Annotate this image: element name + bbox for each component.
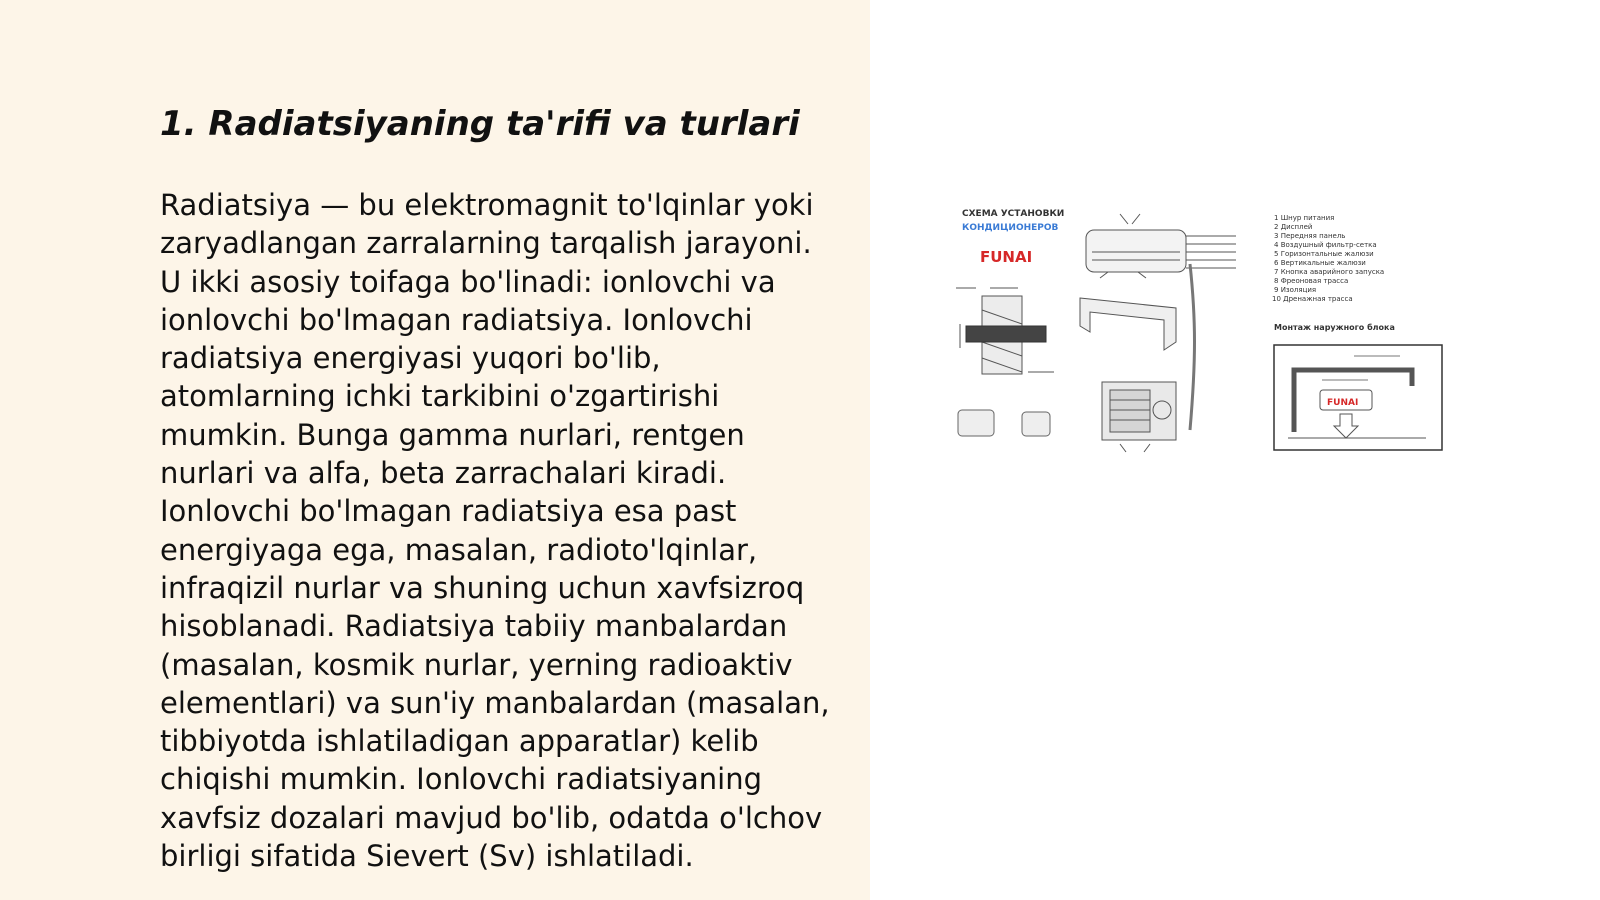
- legend-item-3: 3 Передняя панель: [1274, 232, 1346, 240]
- legend-item-7: 7 Кнопка аварийного запуска: [1274, 268, 1385, 276]
- legend-item-4: 4 Воздушный фильтр-сетка: [1274, 241, 1377, 249]
- outdoor-unit-drawing: [1102, 382, 1176, 452]
- parts-legend: [1272, 214, 1384, 303]
- diagram-svg: [950, 200, 1450, 470]
- outdoor-install-scheme: [1274, 345, 1442, 450]
- slide-body-text: Radiatsiya — bu elektromagnit to'lqinlar yoki zaryadlangan zarralarning tarqalish jarayoni. U ikki asosiy toifaga bo'linadi: ionlovchi va ionlovchi bo'lmagan radiatsiya. Ionlovchi radiatsiya energiyasi yuqori bo'lib, atomlarning ichki tarkibini o'zgartirishi mumkin. Bunga gamma nurlari, rentgen nurlari va alfa, beta zarrachalari kiradi. Ionlovchi bo'lmagan radiatsiya esa past energiyaga ega, masalan, radioto'lqinlar, infraqizil nurlar va shuning uchun xavfsizroq hisoblanadi. Radiatsiya tabiiy manbalardan (masalan, kosmik nurlar, yerning radioaktiv elementlari) va sun'iy manbalardan (masalan, tibbiyotda ishlatiladigan apparatlar) kelib chiqishi mumkin. Ionlovchi radiatsiyaning xavfsiz dozalari mavjud bo'lib, odatda o'lchov birligi sifatida Sievert (Sv) ishlatiladi.: [160, 188, 830, 874]
- legend-item-2: 2 Дисплей: [1274, 223, 1313, 231]
- legend-item-5: 5 Горизонтальные жалюзи: [1274, 250, 1374, 258]
- legend-item-9: 9 Изоляция: [1274, 286, 1317, 294]
- mounting-plate-drawing: [1080, 298, 1176, 350]
- wall-pass-through-detail: [956, 288, 1054, 374]
- air-conditioner-installation-diagram: [950, 200, 1450, 470]
- outdoor-install-title: Монтаж наружного блока: [1274, 323, 1395, 332]
- refrigerant-pipe-line: [1190, 264, 1195, 430]
- brand-logo: FUNAI: [980, 248, 1033, 266]
- diagram-heading-line2: КОНДИЦИОНЕРОВ: [962, 223, 1059, 233]
- drain-pipe-details: [958, 410, 1050, 436]
- legend-item-1: 1 Шнур питания: [1274, 214, 1335, 222]
- legend-item-8: 8 Фреоновая трасса: [1274, 277, 1349, 285]
- diagram-heading-line1: СХЕМА УСТАНОВКИ: [962, 209, 1065, 219]
- legend-item-6: 6 Вертикальные жалюзи: [1274, 259, 1366, 267]
- legend-item-10: 10 Дренажная трасса: [1272, 295, 1353, 303]
- indoor-unit-drawing: [1086, 214, 1236, 278]
- slide-title: 1. Radiatsiyaning ta'rifi va turlari: [160, 104, 800, 144]
- outdoor-brand-logo: FUNAI: [1327, 398, 1359, 408]
